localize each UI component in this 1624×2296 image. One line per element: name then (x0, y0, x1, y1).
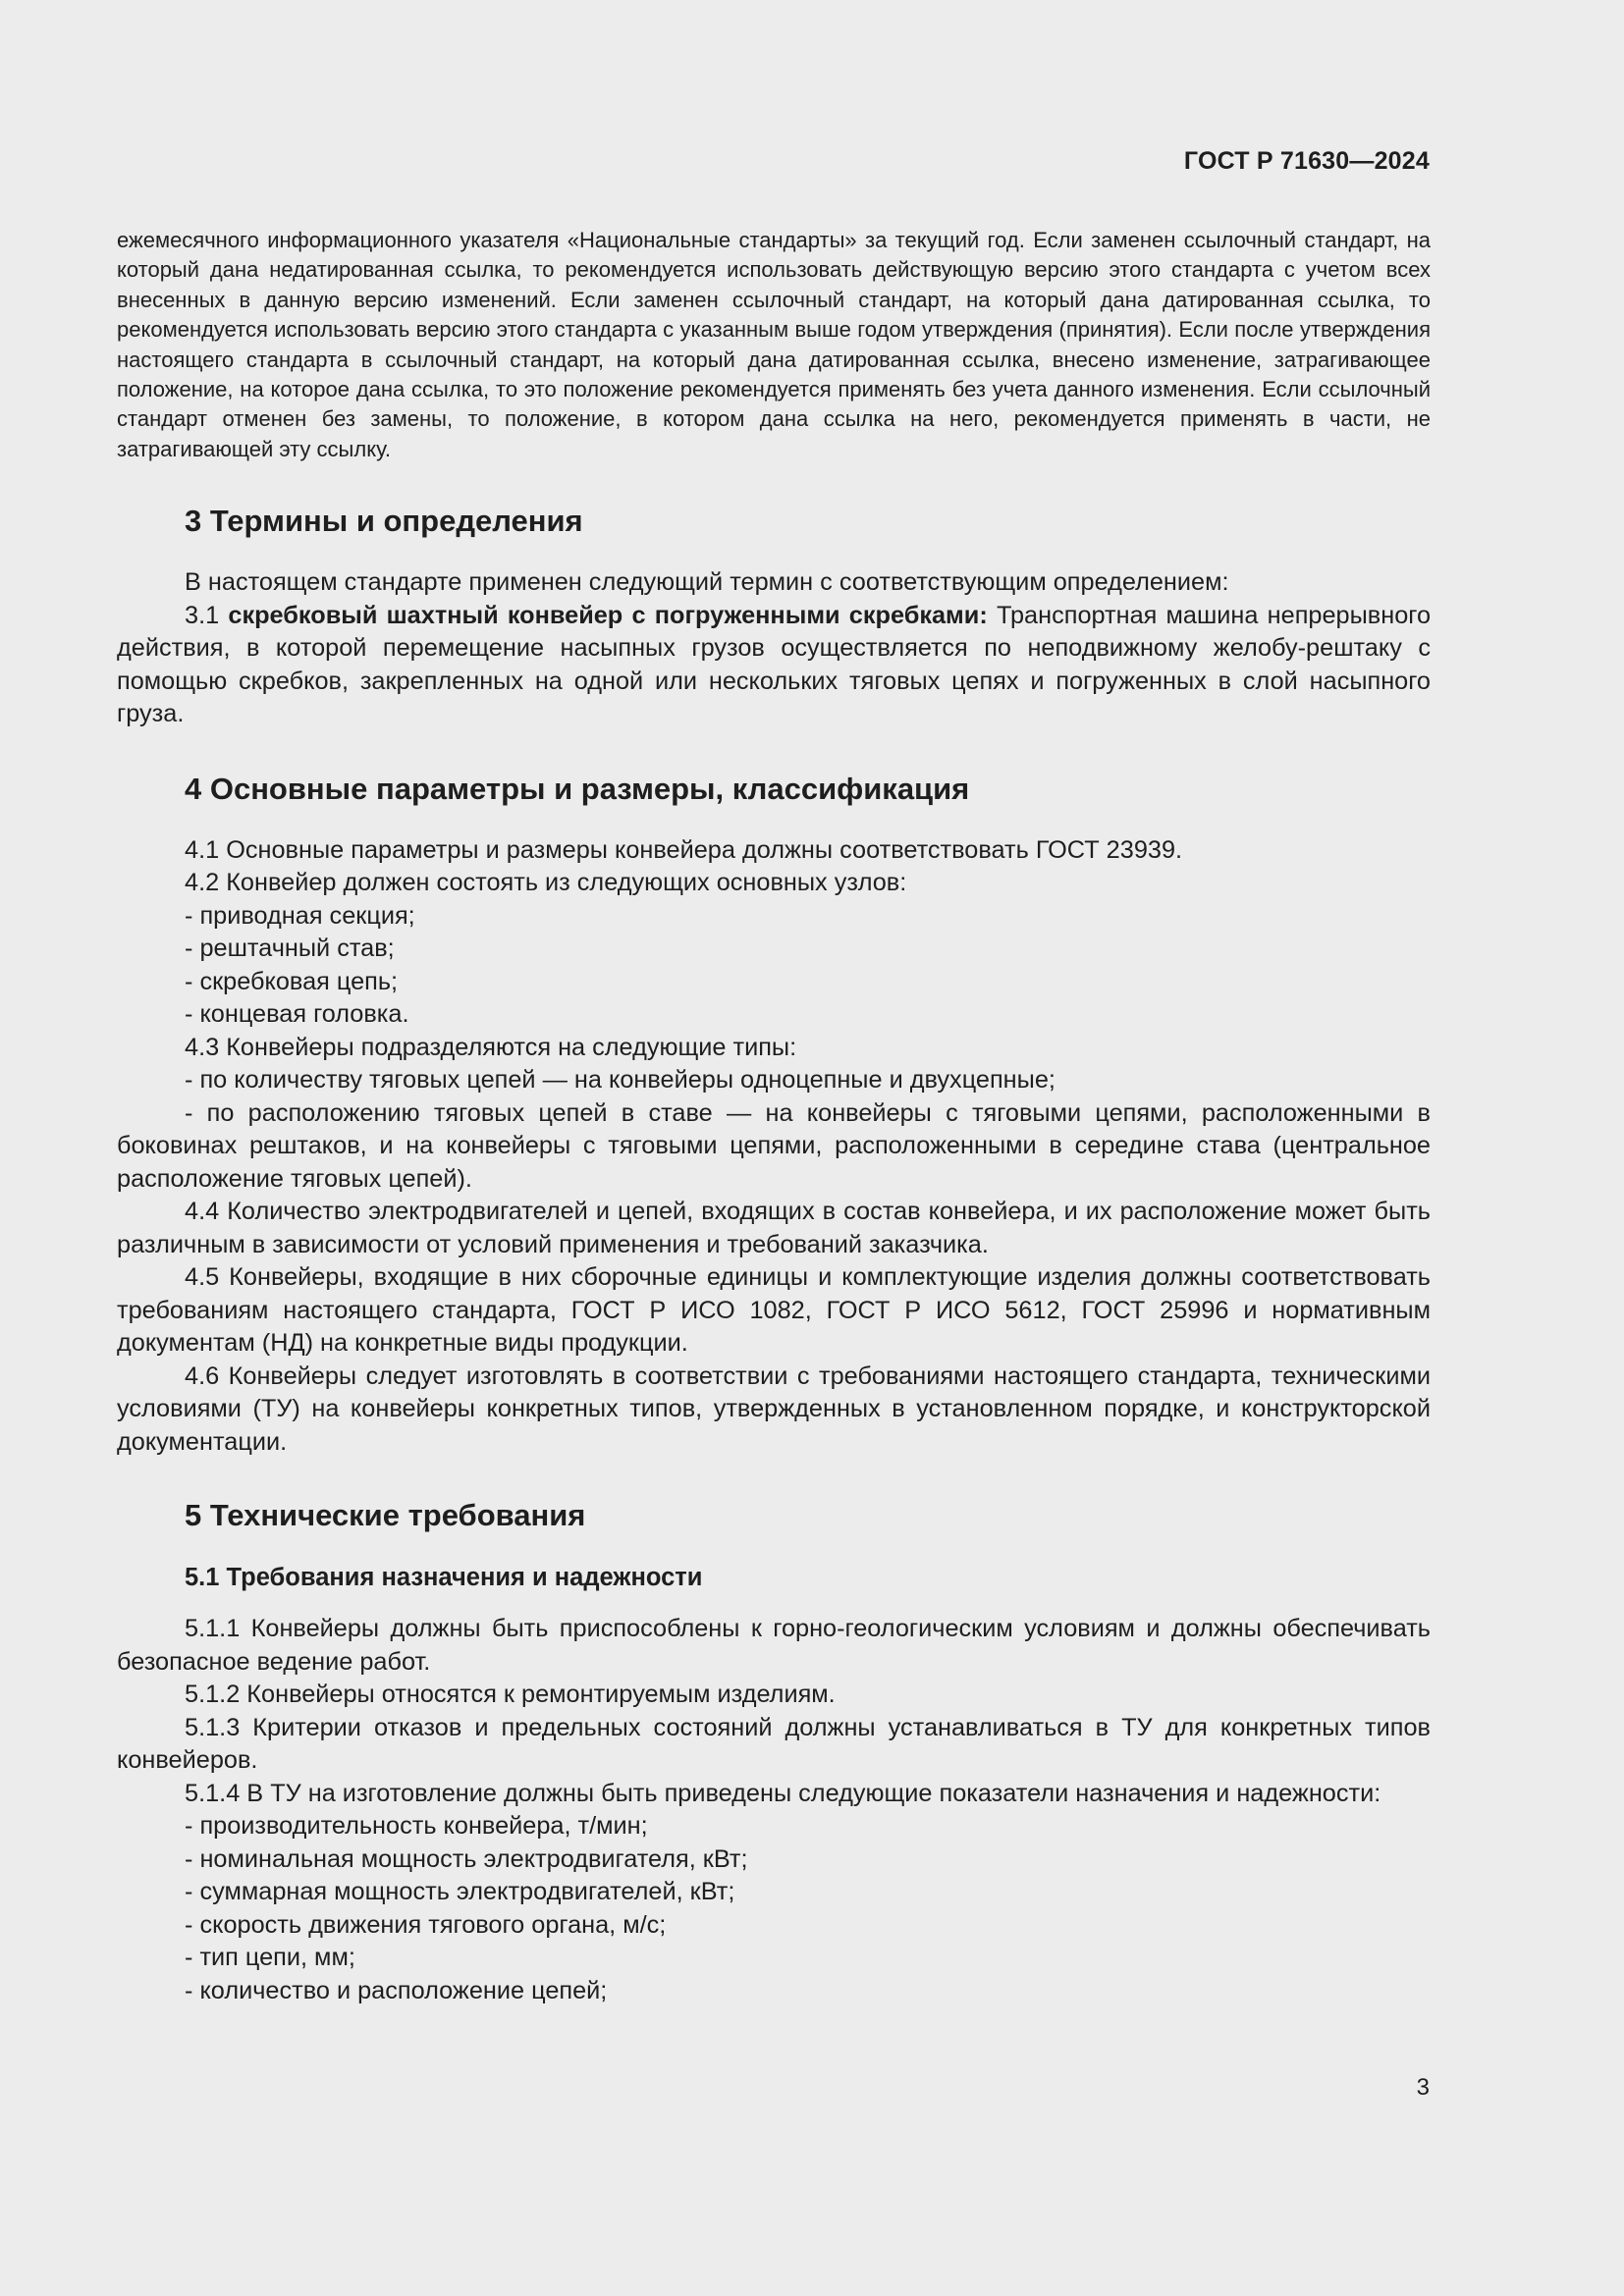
term-definition (117, 600, 1431, 731)
clause-5-1-2: 5.1.2 Конвейеры относятся к ремонтируемым изделиям. (185, 1681, 836, 1709)
term-name: скребковый шахтный конвейер с погруженными скребками: (228, 601, 988, 629)
page-number: 3 (1416, 2074, 1430, 2101)
section-5-heading: 5 Технические требования (185, 1498, 586, 1533)
term-number: 3.1 (185, 601, 220, 629)
list-item: - производительность конвейера, т/мин; (185, 1812, 648, 1841)
clause-4-6: 4.6 Конвейеры следует изготовлять в соответствии с требованиями настоящего стандарта, техническими условиями (ТУ) на конвейеры конкретных типов, утвержденных в установленном порядке, и конструкторской документации. (117, 1362, 1431, 1456)
list-item: - концевая головка. (185, 1000, 409, 1029)
section-3-intro: В настоящем стандарте применен следующий термин с соответствующим определением: (185, 568, 1229, 597)
list-item: - по расположению тяговых цепей в ставе — на конвейеры с тяговыми цепями, расположенными в боковинах рештаков, и на конвейеры с тяговыми цепями, расположенными в середине става (центральное расположение тяговых цепей). (117, 1098, 1431, 1193)
section-3-heading: 3 Термины и определения (185, 504, 583, 539)
list-item: - скорость движения тягового органа, м/с; (185, 1910, 667, 1939)
clause-5-1-3: 5.1.3 Критерии отказов и предельных состояний должны устанавливаться в ТУ для конкретных типов конвейеров. (117, 1713, 1431, 1775)
list-item: - скребковая цепь; (185, 967, 399, 995)
subsection-5-1-heading: 5.1 Требования назначения и надежности (185, 1564, 703, 1592)
clause-4-5: 4.5 Конвейеры, входящие в них сборочные единицы и комплектующие изделия должны соответствовать требованиям настоящего стандарта, ГОСТ Р ИСО 1082, ГОСТ Р ИСО 5612, ГОСТ 25996 и нормативным документам (НД) на конкретные виды продукции. (117, 1263, 1431, 1358)
list-item: - тип цепи, мм; (185, 1944, 355, 1972)
list-item: - количество и расположение цепей; (185, 1976, 608, 2004)
document-body (117, 226, 1431, 2007)
list-item: - приводная секция; (185, 901, 415, 930)
term-text: Транспортная машина непрерывного действия, в которой перемещение насыпных грузов осуществляется по неподвижному желобу-рештаку с помощью скребков, закрепленных на одной или нескольких тяговых цепях и погруженных в слой насыпного груза. (117, 601, 1432, 728)
list-item: - по количеству тяговых цепей — на конвейеры одноцепные и двухцепные; (185, 1066, 1056, 1095)
list-item: - номинальная мощность электродвигателя, кВт; (185, 1844, 748, 1873)
list-item: - суммарная мощность электродвигателей, кВт; (185, 1878, 735, 1906)
clause-5-1-4: 5.1.4 В ТУ на изготовление должны быть приведены следующие показатели назначения и надежности: (185, 1779, 1381, 1807)
intro-paragraph: ежемесячного информационного указателя «Национальные стандарты» за текущий год. Если заменен ссылочный стандарт, на который дана недатированная ссылка, то рекомендуется использовать действующую версию этого стандарта с учетом всех внесенных в данную версию изменений. Если заменен ссылочный стандарт, на который дана датированная ссылка, то рекомендуется использовать версию этого стандарта с указанным выше годом утверждения (принятия). Если после утверждения настоящего стандарта в ссылочный стандарт, на который дана датированная ссылка, внесено изменение, затрагивающее положение, на которое дана ссылка, то это положение рекомендуется применять без учета данного изменения. Если ссылочный стандарт отменен без замены, то положение, в котором дана ссылка на него, рекомендуется применять в части, не затрагивающей эту ссылку. (117, 228, 1431, 461)
clause-4-3: 4.3 Конвейеры подразделяются на следующие типы: (185, 1033, 797, 1061)
list-item: - рештачный став; (185, 934, 395, 963)
document-header: ГОСТ Р 71630—2024 (1183, 147, 1430, 175)
clause-4-1: 4.1 Основные параметры и размеры конвейера должны соответствовать ГОСТ 23939. (185, 835, 1183, 864)
clause-4-2: 4.2 Конвейер должен состоять из следующих основных узлов: (185, 869, 907, 897)
section-4-heading: 4 Основные параметры и размеры, классификация (185, 771, 970, 806)
clause-4-4: 4.4 Количество электродвигателей и цепей, входящих в состав конвейера, и их расположение может быть различным в зависимости от условий применения и требований заказчика. (117, 1198, 1431, 1258)
clause-5-1-1: 5.1.1 Конвейеры должны быть приспособлены к горно-геологическим условиям и должны обеспечивать безопасное ведение работ. (117, 1615, 1431, 1676)
